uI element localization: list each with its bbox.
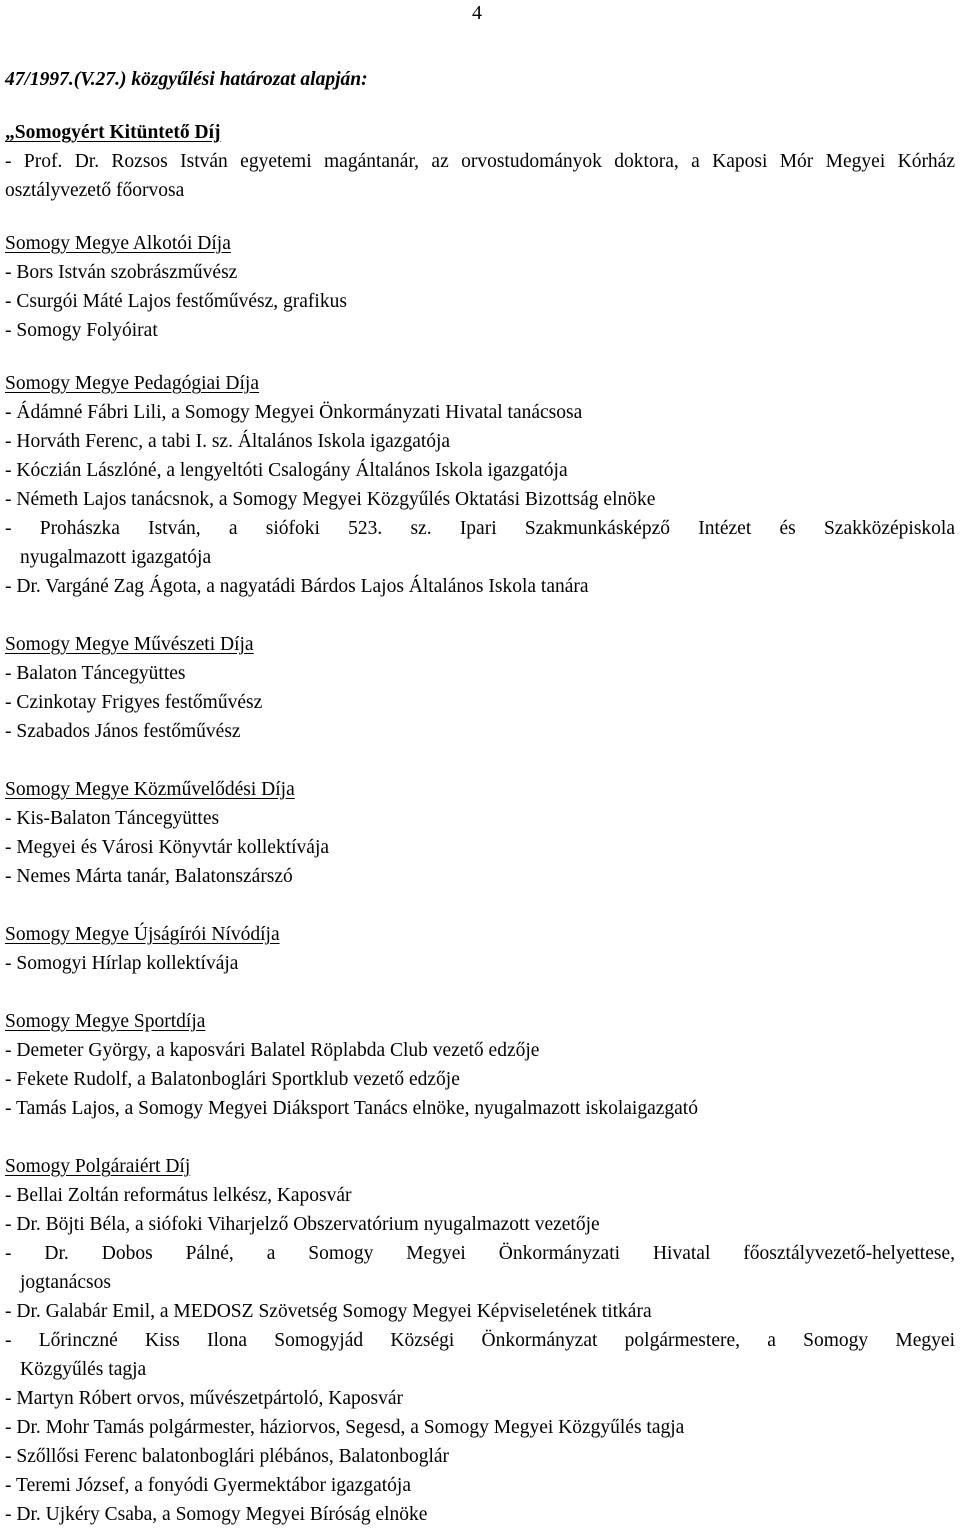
section-pedagogiai: [5, 369, 955, 601]
list-item: - Ádámné Fábri Lili, a Somogy Megyei Önkormányzati Hivatal tanácsosa: [5, 402, 583, 423]
list-item: - Prof. Dr. Rozsos István egyetemi magántanár, az orvostudományok doktora, a Kaposi Mór Megyei Kórház osztályvezető főorvosa: [5, 151, 955, 201]
list-item: - Horváth Ferenc, a tabi I. sz. Általános Iskola igazgatója: [5, 431, 451, 452]
list-item-continuation: Közgyűlés tagja: [20, 1359, 147, 1380]
section-title: Somogy Megye Sportdíja: [5, 1011, 206, 1032]
list-item: - Nemes Márta tanár, Balatonszárszó: [5, 866, 293, 887]
list-item: - Csurgói Máté Lajos festőművész, grafikus: [5, 291, 347, 312]
list-item: - Dr. Ujkéry Csaba, a Somogy Megyei Bíróság elnöke: [5, 1504, 428, 1525]
list-item: - Czinkotay Frigyes festőművész: [5, 692, 263, 713]
list-item: - Dr. Böjti Béla, a siófoki Viharjelző Obszervatórium nyugalmazott vezetője: [5, 1214, 600, 1235]
section-title: „Somogyért Kitüntető Díj: [5, 122, 221, 143]
list-item: - Kóczián Lászlóné, a lengyeltóti Csalogány Általános Iskola igazgatója: [5, 460, 568, 481]
section-title: Somogy Megye Művészeti Díja: [5, 634, 254, 655]
list-item: - Dr. Dobos Pálné, a Somogy Megyei Önkormányzati Hivatal főosztályvezető-helyettese,: [5, 1243, 955, 1264]
section-title: Somogy Megye Közművelődési Díja: [5, 779, 295, 800]
list-item: - Szabados János festőművész: [5, 721, 241, 742]
resolution-heading: 47/1997.(V.27.) közgyűlési határozat alapján:: [5, 69, 368, 90]
list-item: - Bellai Zoltán református lelkész, Kaposvár: [5, 1185, 352, 1206]
list-item: - Németh Lajos tanácsnok, a Somogy Megyei Közgyűlés Oktatási Bizottság elnöke: [5, 489, 656, 510]
list-item: - Lőrinczné Kiss Ilona Somogyjád Községi Önkormányzat polgármestere, a Somogy Megyei: [5, 1330, 955, 1351]
list-item: - Dr. Vargáné Zag Ágota, a nagyatádi Bárdos Lajos Általános Iskola tanára: [5, 576, 589, 597]
list-item: - Balaton Táncegyüttes: [5, 663, 186, 684]
section-kozmuvelodesi: [5, 775, 955, 891]
section-title: Somogy Megye Újságírói Nívódíja: [5, 924, 280, 945]
section-title: Somogy Megye Pedagógiai Díja: [5, 373, 260, 394]
page-number: 4: [472, 2, 482, 24]
list-item: - Megyei és Városi Könyvtár kollektívája: [5, 837, 330, 858]
section-somogyert: [5, 118, 955, 205]
document-body: [5, 65, 955, 1529]
list-item: - Dr. Galabár Emil, a MEDOSZ Szövetség Somogy Megyei Képviseletének titkára: [5, 1301, 652, 1322]
section-polgaraiert: [5, 1152, 955, 1529]
section-alkotoi: [5, 229, 955, 345]
list-item: - Martyn Róbert orvos, művészetpártoló, Kaposvár: [5, 1388, 404, 1409]
list-item-continuation: nyugalmazott igazgatója: [20, 547, 212, 568]
list-item: - Dr. Mohr Tamás polgármester, háziorvos, Segesd, a Somogy Megyei Közgyűlés tagja: [5, 1417, 685, 1438]
list-item: - Demeter György, a kaposvári Balatel Röplabda Club vezető edzője: [5, 1040, 540, 1061]
list-item: - Bors István szobrászművész: [5, 262, 238, 283]
section-title: Somogy Megye Alkotói Díja: [5, 233, 231, 254]
list-item: - Prohászka István, a siófoki 523. sz. Ipari Szakmunkásképző Intézet és Szakközépiskola: [5, 518, 955, 539]
list-item-continuation: jogtanácsos: [20, 1272, 111, 1293]
list-item: - Teremi József, a fonyódi Gyermektábor igazgatója: [5, 1475, 411, 1496]
section-ujsagiroi: [5, 920, 955, 978]
section-sportdija: [5, 1007, 955, 1123]
section-muveszeti: [5, 630, 955, 746]
list-item: - Somogyi Hírlap kollektívája: [5, 953, 239, 974]
section-title: Somogy Polgáraiért Díj: [5, 1156, 191, 1177]
list-item: - Tamás Lajos, a Somogy Megyei Diáksport Tanács elnöke, nyugalmazott iskolaigazgató: [5, 1098, 698, 1119]
list-item: - Somogy Folyóirat: [5, 320, 158, 341]
list-item: - Fekete Rudolf, a Balatonboglári Sportklub vezető edzője: [5, 1069, 460, 1090]
list-item: - Szőllősi Ferenc balatonboglári plébános, Balatonboglár: [5, 1446, 450, 1467]
list-item: - Kis-Balaton Táncegyüttes: [5, 808, 220, 829]
